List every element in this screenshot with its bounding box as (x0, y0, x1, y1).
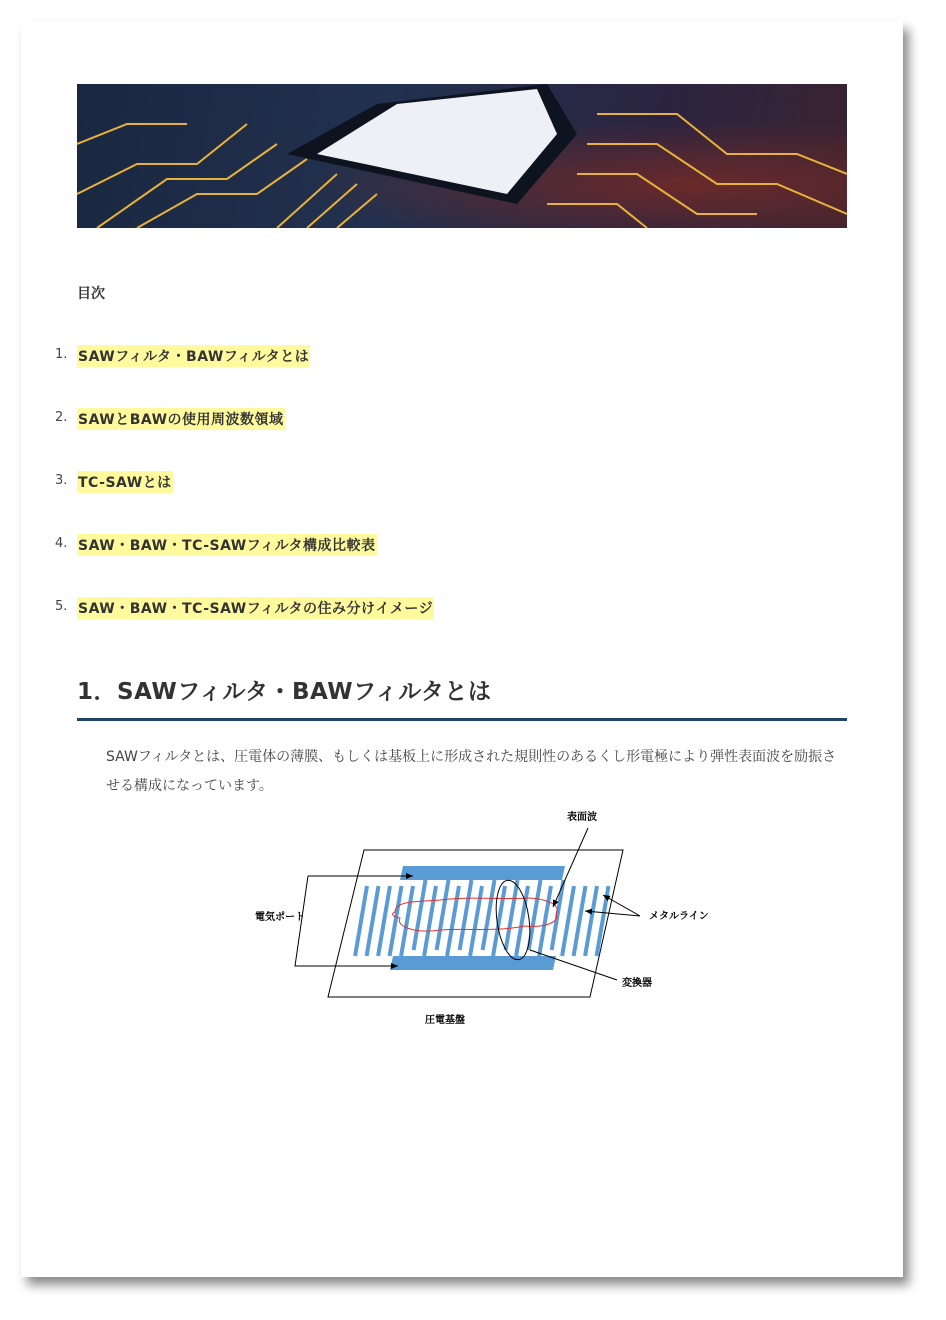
toc-link[interactable]: SAW・BAW・TC-SAWフィルタの住み分けイメージ (77, 597, 434, 619)
electrode-finger (483, 880, 495, 950)
electrode-finger (424, 886, 436, 956)
toc-item: 3. TC-SAWとは (55, 473, 172, 491)
electrode-finger (470, 886, 482, 956)
electrode-finger (529, 880, 541, 950)
label-surface-wave: 表面波 (567, 812, 597, 823)
bus-bar-top (400, 866, 565, 880)
electrode-finger (414, 880, 426, 950)
label-transducer: 変換器 (622, 978, 652, 989)
electrode-finger (401, 886, 413, 956)
toc-item: 1. SAWフィルタ・BAWフィルタとは (55, 347, 310, 365)
circuit-illustration (77, 84, 847, 228)
toc-item: 2. SAWとBAWの使用周波数領域 (55, 410, 284, 428)
electrode-finger (552, 880, 564, 950)
electrode-finger (367, 886, 379, 956)
table-of-contents (55, 345, 434, 660)
toc-link[interactable]: SAWとBAWの使用周波数領域 (77, 408, 285, 430)
section-heading: 1．SAWフィルタ・BAWフィルタとは (77, 673, 847, 721)
electrode-finger (437, 880, 449, 950)
bus-bar-bottom (390, 956, 556, 970)
toc-title: 目次 (77, 286, 105, 302)
electrode-fingers (355, 880, 608, 956)
document-page (21, 21, 903, 1277)
toc-item: 5. SAW・BAW・TC-SAWフィルタの住み分けイメージ (55, 599, 434, 617)
electrode-finger (516, 886, 528, 956)
toc-link[interactable]: SAWフィルタ・BAWフィルタとは (77, 345, 310, 367)
electrode-finger (562, 886, 574, 956)
saw-filter-diagram (240, 800, 720, 1040)
chip-banner-image (77, 84, 847, 228)
section-paragraph: SAWフィルタとは、圧電体の薄膜、もしくは基板上に形成された規則性のあるくし形電極により弾性表面波を励振させる構成になっています。 (106, 749, 837, 794)
electrode-finger (506, 880, 518, 950)
electrode-finger (539, 886, 551, 956)
electrode-finger (460, 880, 472, 950)
toc-link[interactable]: SAW・BAW・TC-SAWフィルタ構成比較表 (77, 534, 377, 556)
label-electric-port: 電気ポート (255, 912, 305, 923)
electrode-finger (447, 886, 459, 956)
electrode-finger (378, 886, 390, 956)
electrode-finger (355, 886, 367, 956)
electrode-finger (585, 886, 597, 956)
toc-item: 4. SAW・BAW・TC-SAWフィルタ構成比較表 (55, 536, 376, 554)
toc-link[interactable]: TC-SAWとは (77, 471, 173, 493)
label-metal-line: メタルライン (649, 911, 709, 922)
electrode-finger (574, 886, 586, 956)
label-substrate: 圧電基盤 (425, 1015, 465, 1026)
